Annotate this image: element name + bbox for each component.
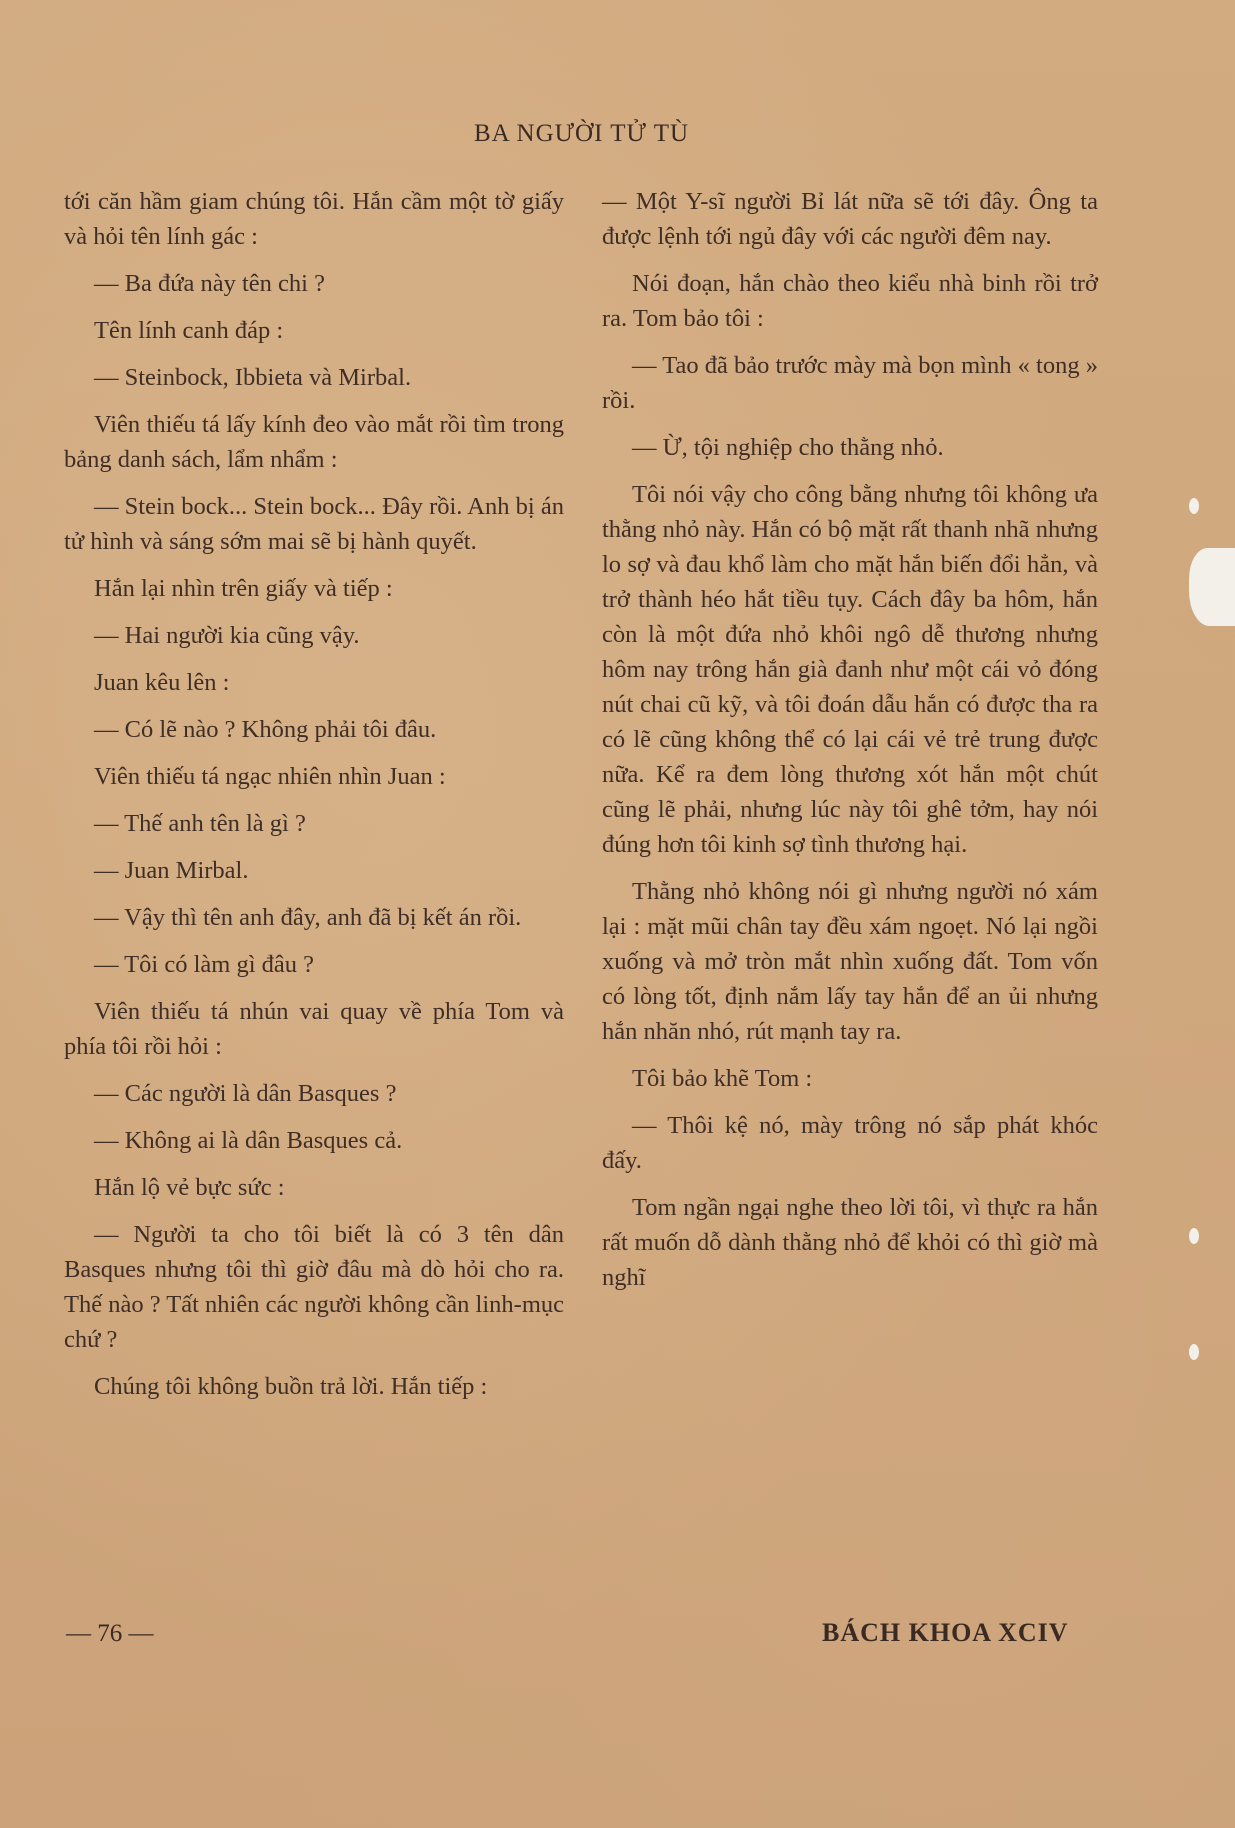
paragraph: Viên thiếu tá nhún vai quay về phía Tom và phía tôi rồi hỏi : <box>64 998 564 1060</box>
paragraph: — Hai người kia cũng vậy. <box>94 622 360 649</box>
paragraph: — Steinbock, Ibbieta và Mirbal. <box>94 364 412 391</box>
paragraph: Juan kêu lên : <box>94 669 230 696</box>
paragraph: — Tôi có làm gì đâu ? <box>94 951 314 978</box>
paragraph: Tom ngần ngại nghe theo lời tôi, vì thực ra hắn rất muốn dỗ dành thằng nhỏ để khỏi có thì giờ mà nghĩ <box>602 1194 1098 1291</box>
paragraph: Chúng tôi không buồn trả lời. Hắn tiếp : <box>94 1373 488 1400</box>
paragraph: Nói đoạn, hắn chào theo kiểu nhà binh rồi trở ra. Tom bảo tôi : <box>602 270 1098 332</box>
paragraph: — Thế anh tên là gì ? <box>94 810 306 837</box>
paragraph: — Có lẽ nào ? Không phải tôi đâu. <box>94 716 437 743</box>
binding-hole <box>1189 1344 1199 1360</box>
paragraph: tới căn hầm giam chúng tôi. Hắn cầm một tờ giấy và hỏi tên lính gác : <box>64 188 564 250</box>
paragraph: — Thôi kệ nó, mày trông nó sắp phát khóc đấy. <box>602 1112 1098 1174</box>
paragraph: Tôi bảo khẽ Tom : <box>632 1065 813 1092</box>
right-text-column <box>602 184 1098 1307</box>
paragraph: — Một Y-sĩ người Bỉ lát nữa sẽ tới đây. Ông ta được lệnh tới ngủ đây với các người đêm nay. <box>602 188 1098 250</box>
paragraph: — Ừ, tội nghiệp cho thằng nhỏ. <box>632 434 944 461</box>
paragraph: Thằng nhỏ không nói gì nhưng người nó xám lại : mặt mũi chân tay đều xám ngoẹt. Nó lại ngồi xuống và mở tròn mắt nhìn xuống đất. Tom vốn có lòng tốt, định nắm lấy tay hắn để an ủi nhưng hắn nhăn nhó, rút mạnh tay ra. <box>602 878 1098 1045</box>
paragraph: Viên thiếu tá lấy kính đeo vào mắt rồi tìm trong bảng danh sách, lẩm nhẩm : <box>64 411 564 473</box>
magazine-issue: BÁCH KHOA XCIV <box>822 1618 1069 1647</box>
paragraph: — Tao đã bảo trước mày mà bọn mình « tong » rồi. <box>602 352 1098 414</box>
paragraph: — Không ai là dân Basques cả. <box>94 1127 403 1154</box>
page-number: — 76 — <box>66 1620 154 1647</box>
paragraph: — Vậy thì tên anh đây, anh đã bị kết án rồi. <box>94 904 522 931</box>
paragraph: Tôi nói vậy cho công bằng nhưng tôi không ưa thằng nhỏ này. Hắn có bộ mặt rất thanh nhã nhưng lo sợ và đau khổ làm cho mặt hắn biến đổi hẳn, và trở thành héo hắt tiều tụy. Cách đây ba hôm, hắn còn là một đứa nhỏ khôi ngô dễ thương nhưng hôm nay trông hắn già đanh như một cái vỏ đóng nút chai cũ kỹ, và tôi đoán dẫu hắn có được tha ra có lẽ cũng không thể có lại cái vẻ trẻ trung được nữa. Kể ra đem lòng thương xót hắn một chút cũng lẽ phải, nhưng lúc này tôi ghê tởm, hay nói đúng hơn tôi kinh sợ tình thương hại. <box>602 481 1098 858</box>
paragraph: — Người ta cho tôi biết là có 3 tên dân Basques nhưng tôi thì giờ đâu mà dò hỏi cho ra. Thế nào ? Tất nhiên các người không cần linh-mục chứ ? <box>64 1221 564 1353</box>
paragraph: — Các người là dân Basques ? <box>94 1080 397 1107</box>
paragraph: Hắn lộ vẻ bực sức : <box>94 1174 285 1201</box>
binding-hole <box>1189 1228 1199 1244</box>
paragraph: Hắn lại nhìn trên giấy và tiếp : <box>94 575 393 602</box>
paragraph: — Juan Mirbal. <box>94 857 249 884</box>
paragraph: Tên lính canh đáp : <box>94 317 284 344</box>
torn-edge <box>1189 548 1235 626</box>
running-title: BA NGƯỜI TỬ TÙ <box>473 120 690 147</box>
binding-hole <box>1189 498 1199 514</box>
paragraph: — Ba đứa này tên chi ? <box>94 270 325 297</box>
left-text-column <box>64 184 564 1416</box>
paragraph: — Stein bock... Stein bock... Đây rồi. Anh bị án tử hình và sáng sớm mai sẽ bị hành quyết. <box>64 493 564 555</box>
paragraph: Viên thiếu tá ngạc nhiên nhìn Juan : <box>94 763 446 790</box>
